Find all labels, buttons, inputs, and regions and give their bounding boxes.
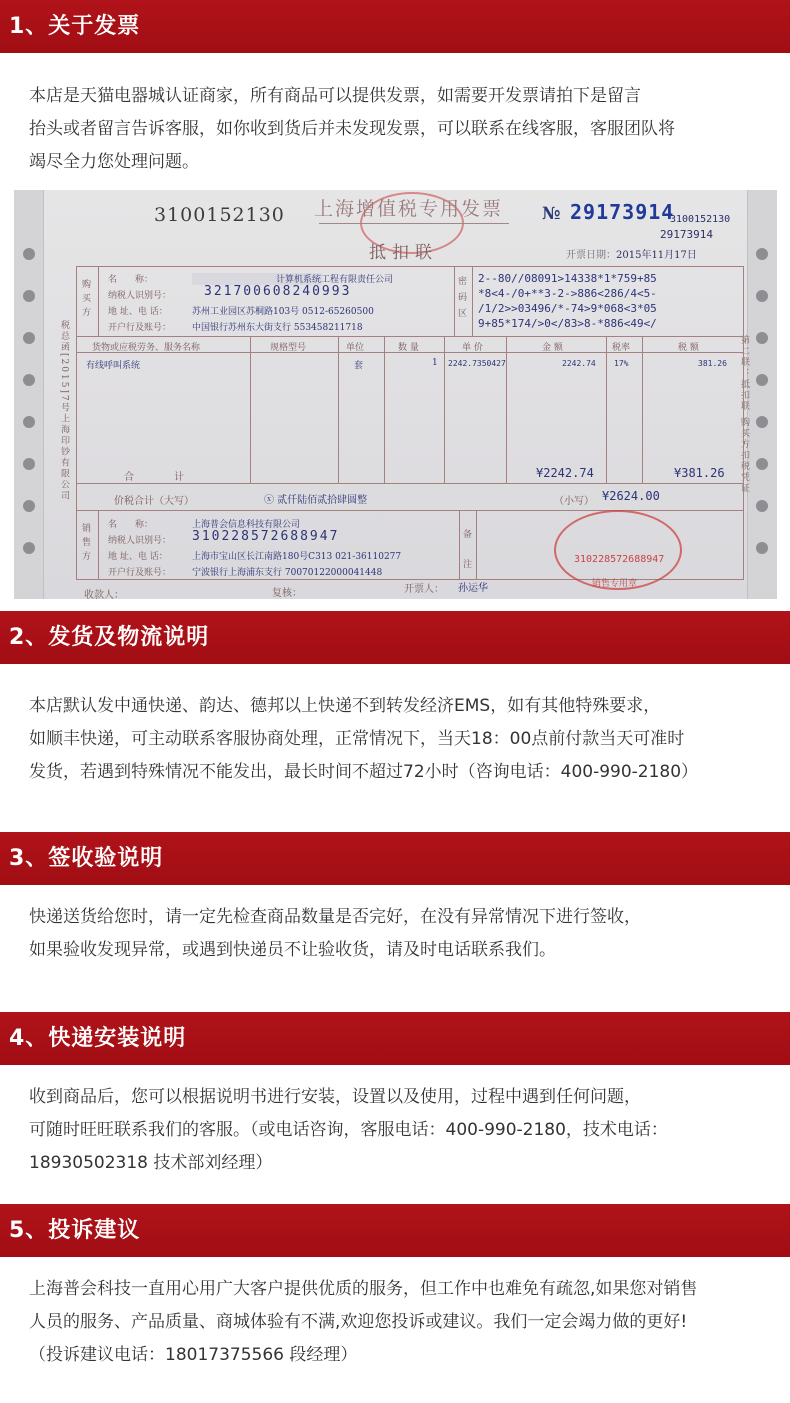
seller-name: 上海普会信息科技有限公司	[192, 520, 301, 530]
text-line: 可随时旺旺联系我们的客服。（或电话咨询，客服电话：400-990-2180，技术电话：	[29, 1120, 668, 1140]
seller-tax-label: 纳税人识别号：	[108, 536, 172, 546]
invoice-number-small: 29173914	[660, 228, 713, 241]
total-amount: ¥2242.74	[536, 466, 594, 480]
buyer-addr: 苏州工业园区苏桐路103号 0512-65260500	[192, 307, 374, 317]
text-line: 18930502318 技术部刘经理）	[29, 1153, 273, 1173]
section-2-text	[29, 690, 769, 789]
seller-name-label: 名 称：	[108, 520, 154, 530]
text-line: 抬头或者留言告诉客服，如你收到货后并未发现发票，可以联系在线客服，客服团队将	[29, 119, 675, 139]
col-amount: 金 额	[542, 343, 563, 353]
col-price: 单 价	[462, 343, 483, 353]
item-price: 2242.7350427	[448, 359, 506, 368]
item-qty: 1	[432, 358, 438, 368]
invoice-side-left: 税总函[2015]7号上海印钞有限公司	[59, 320, 69, 502]
item-name: 有线呼叫系统	[86, 361, 141, 371]
reviewer-label: 复核：	[272, 588, 302, 599]
section-3-text	[29, 901, 769, 967]
grand-small-label: （小写）	[554, 496, 594, 507]
text-line: （投诉建议电话：18017375566 段经理）	[29, 1345, 358, 1365]
text-line: 竭尽全力您处理问题。	[29, 152, 199, 172]
col-rate: 税率	[612, 343, 631, 353]
seller-stamp-text: 310228572688947	[574, 554, 665, 565]
item-tax: 381.26	[698, 359, 727, 368]
text-line: 上海普会科技一直用心用广大客户提供优质的服务，但工作中也难免有疏忽,如果您对销售	[29, 1279, 698, 1299]
grand-label: 价税合计（大写）	[114, 496, 194, 507]
grand-words: ⓧ 贰仟陆佰贰拾肆圆整	[264, 495, 368, 506]
text-line: 收到商品后，您可以根据说明书进行安装，设置以及使用，过程中遇到任何问题，	[29, 1087, 641, 1107]
text-line: 快递送货给您时，请一定先检查商品数量是否完好，在没有异常情况下进行签收，	[29, 907, 641, 927]
payee-label: 收款人：	[84, 590, 124, 599]
section-4-text	[29, 1081, 769, 1180]
invoice-no-prefix: №	[542, 204, 561, 224]
buyer-name-label: 名 称：	[108, 275, 154, 285]
invoice-photo	[14, 190, 777, 599]
invoice-code-small: 3100152130	[670, 214, 731, 225]
cipher-line: *8<4-/0+**3-2->886<286/4<5-	[478, 287, 657, 300]
invoice-copy-label: 抵扣联	[369, 243, 438, 263]
invoice-title: 上海增值税专用发票	[314, 198, 504, 220]
total-tax: ¥381.26	[674, 466, 725, 480]
section-3-header: 3、签收验说明	[0, 832, 790, 885]
seller-stamp-label: 销售专用章	[592, 579, 638, 589]
item-rate: 17%	[614, 359, 629, 368]
section-1-text	[29, 80, 769, 179]
text-line: 本店是天猫电器城认证商家，所有商品可以提供发票，如需要开发票请拍下是留言	[29, 86, 641, 106]
item-amount: 2242.74	[562, 359, 596, 368]
seller-addr-label: 地 址、电 话：	[108, 552, 168, 562]
text-line: 如果验收发现异常，或遇到快递员不让验收货，请及时电话联系我们。	[29, 940, 556, 960]
section-2-header: 2、发货及物流说明	[0, 611, 790, 664]
col-goods: 货物或应税劳务、服务名称	[92, 343, 201, 353]
issuer-label: 开票人：	[404, 584, 444, 595]
col-qty: 数 量	[398, 343, 419, 353]
invoice-date: 开票日期：2015年11月17日	[566, 250, 697, 261]
invoice-side-right: 第二联：抵扣联 购买方扣税凭证	[739, 335, 749, 494]
buyer-bank-label: 开户行及账号：	[108, 323, 172, 333]
buyer-name: 计算机系统工程有限责任公司	[276, 275, 394, 285]
issuer-name: 孙运华	[458, 583, 488, 594]
text-line: 发货，若遇到特殊情况不能发出，最长时间不超过72小时（咨询电话：400-990-2180）	[29, 762, 699, 782]
cipher-line: 9+85*174/>0</83>8-*886<49</	[478, 317, 657, 330]
section-5-header: 5、投诉建议	[0, 1204, 790, 1257]
section-4-header: 4、快递安装说明	[0, 1012, 790, 1065]
invoice-number: 29173914	[570, 200, 675, 224]
buyer-section-label: 购买方	[82, 280, 92, 318]
cipher-line: 2--80//08091>14338*1*759+85	[478, 272, 657, 285]
col-tax: 税 额	[678, 343, 699, 353]
total-label: 合 计	[124, 472, 184, 483]
seller-bank: 宁波银行上海浦东支行 70070122000041448	[192, 568, 383, 578]
remark-label: 备注	[463, 530, 473, 570]
col-spec: 规格型号	[270, 343, 307, 353]
seller-bank-label: 开户行及账号：	[108, 568, 172, 578]
seller-addr: 上海市宝山区长江南路180号C313 021-36110277	[192, 552, 402, 562]
text-line: 本店默认发中通快递、韵达、德邦以上快递不到转发经济EMS，如有其他特殊要求，	[29, 696, 661, 716]
invoice-code: 3100152130	[154, 204, 285, 226]
seller-section-label: 销售方	[82, 524, 92, 562]
text-line: 人员的服务、产品质量、商城体验有不满,欢迎您投诉或建议。我们一定会竭力做的更好!	[29, 1312, 688, 1332]
text-line: 如顺丰快递，可主动联系客服协商处理，正常情况下，当天18：00点前付款当天可准时	[29, 729, 685, 749]
item-unit: 套	[354, 361, 364, 371]
buyer-tax-label: 纳税人识别号：	[108, 291, 172, 301]
section-5-text	[29, 1273, 769, 1372]
section-1-header: 1、关于发票	[0, 0, 790, 53]
buyer-tax: 321700608240993	[204, 284, 352, 299]
grand-small: ¥2624.00	[602, 489, 660, 503]
cipher-label: 密码区	[458, 277, 468, 319]
buyer-addr-label: 地 址、电 话：	[108, 307, 168, 317]
seller-tax: 310228572688947	[192, 529, 340, 544]
buyer-bank: 中国银行苏州东大街支行 553458211718	[192, 323, 363, 333]
col-unit: 单位	[346, 343, 365, 353]
cipher-line: /1/2>>03496/*-74>9*068<3*05	[478, 302, 657, 315]
